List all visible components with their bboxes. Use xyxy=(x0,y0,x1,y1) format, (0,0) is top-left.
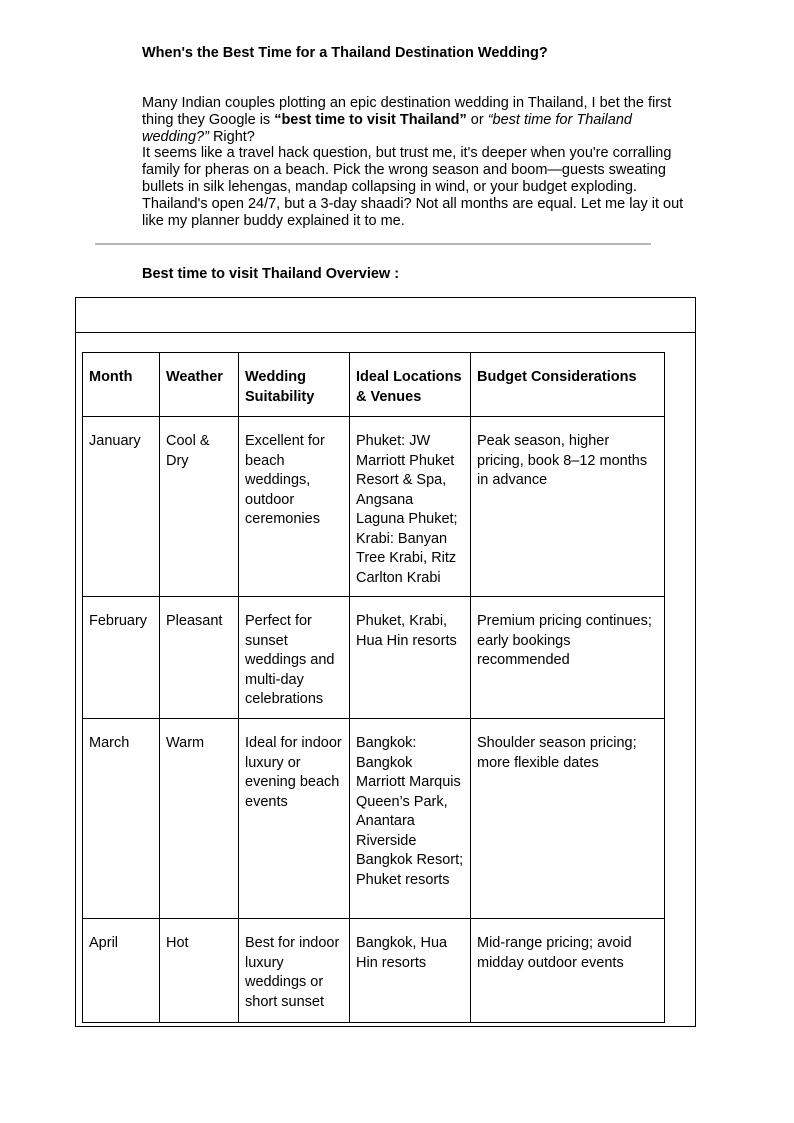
table-row xyxy=(83,417,665,597)
intro-text-end: Right? xyxy=(208,129,255,145)
outer-empty-row xyxy=(76,298,695,333)
cell-weather: Pleasant xyxy=(160,597,239,719)
cell-locations: Bangkok: Bangkok Marriott Marquis Queen’s Park, Anantara Riverside Bangkok Resort; Phuket resorts xyxy=(350,719,471,919)
cell-month: February xyxy=(83,597,160,719)
horizontal-divider xyxy=(95,243,651,245)
cell-suitability: Excellent for beach weddings, outdoor ceremonies xyxy=(239,417,350,597)
cell-budget: Shoulder season pricing; more flexible dates xyxy=(471,719,665,919)
cell-locations: Bangkok, Hua Hin resorts xyxy=(350,919,471,1023)
intro-paragraph-1 xyxy=(142,95,694,146)
header-weather: Weather xyxy=(160,353,239,417)
table-row xyxy=(83,919,665,1023)
header-ideal-locations: Ideal Locations & Venues xyxy=(350,353,471,417)
intro-italic-phrase: “best time for Thailand wedding?” xyxy=(142,112,632,145)
cell-locations: Phuket: JW Marriott Phuket Resort & Spa, Angsana Laguna Phuket; Krabi: Banyan Tree Krabi, Ritz Carlton Krabi xyxy=(350,417,471,597)
intro-paragraph-2: It seems like a travel hack question, but trust me, it's deeper when you're corralling family for pheras on a beach. Pick the wrong season and boom—guests sweating bullets in silk lehengas, mandap collapsing in wind, or your budget exploding. Thailand's open 24/7, but a 3-day shaadi? Not all months are equal. Let me lay it out like my planner buddy explained it to me. xyxy=(142,145,684,229)
header-month: Month xyxy=(83,353,160,417)
cell-suitability: Perfect for sunset weddings and multi-day celebrations xyxy=(239,597,350,719)
header-wedding-suitability: Wedding Suitability xyxy=(239,353,350,417)
cell-weather: Hot xyxy=(160,919,239,1023)
table-row xyxy=(83,597,665,719)
overview-heading: Best time to visit Thailand Overview : xyxy=(142,266,400,282)
cell-month: March xyxy=(83,719,160,919)
cell-budget: Premium pricing continues; early bookings recommended xyxy=(471,597,665,719)
intro-text-mid: or xyxy=(466,112,488,128)
cell-budget: Peak season, higher pricing, book 8–12 months in advance xyxy=(471,417,665,597)
cell-month: April xyxy=(83,919,160,1023)
cell-weather: Warm xyxy=(160,719,239,919)
wedding-season-table xyxy=(82,352,665,1023)
cell-weather: Cool & Dry xyxy=(160,417,239,597)
intro-bold-phrase: “best time to visit Thailand” xyxy=(274,112,467,128)
cell-locations: Phuket, Krabi, Hua Hin resorts xyxy=(350,597,471,719)
cell-budget: Mid-range pricing; avoid midday outdoor events xyxy=(471,919,665,1023)
table-header-row xyxy=(83,353,665,417)
intro-text-start: Many Indian couples plotting an epic destination wedding in Thailand, I bet the first thing they Google is xyxy=(142,95,672,128)
table-row xyxy=(83,719,665,919)
cell-suitability: Ideal for indoor luxury or evening beach events xyxy=(239,719,350,919)
cell-suitability: Best for indoor luxury weddings or short sunset xyxy=(239,919,350,1023)
cell-month: January xyxy=(83,417,160,597)
header-budget: Budget Considerations xyxy=(471,353,665,417)
page-heading: When's the Best Time for a Thailand Destination Wedding? xyxy=(142,45,548,61)
